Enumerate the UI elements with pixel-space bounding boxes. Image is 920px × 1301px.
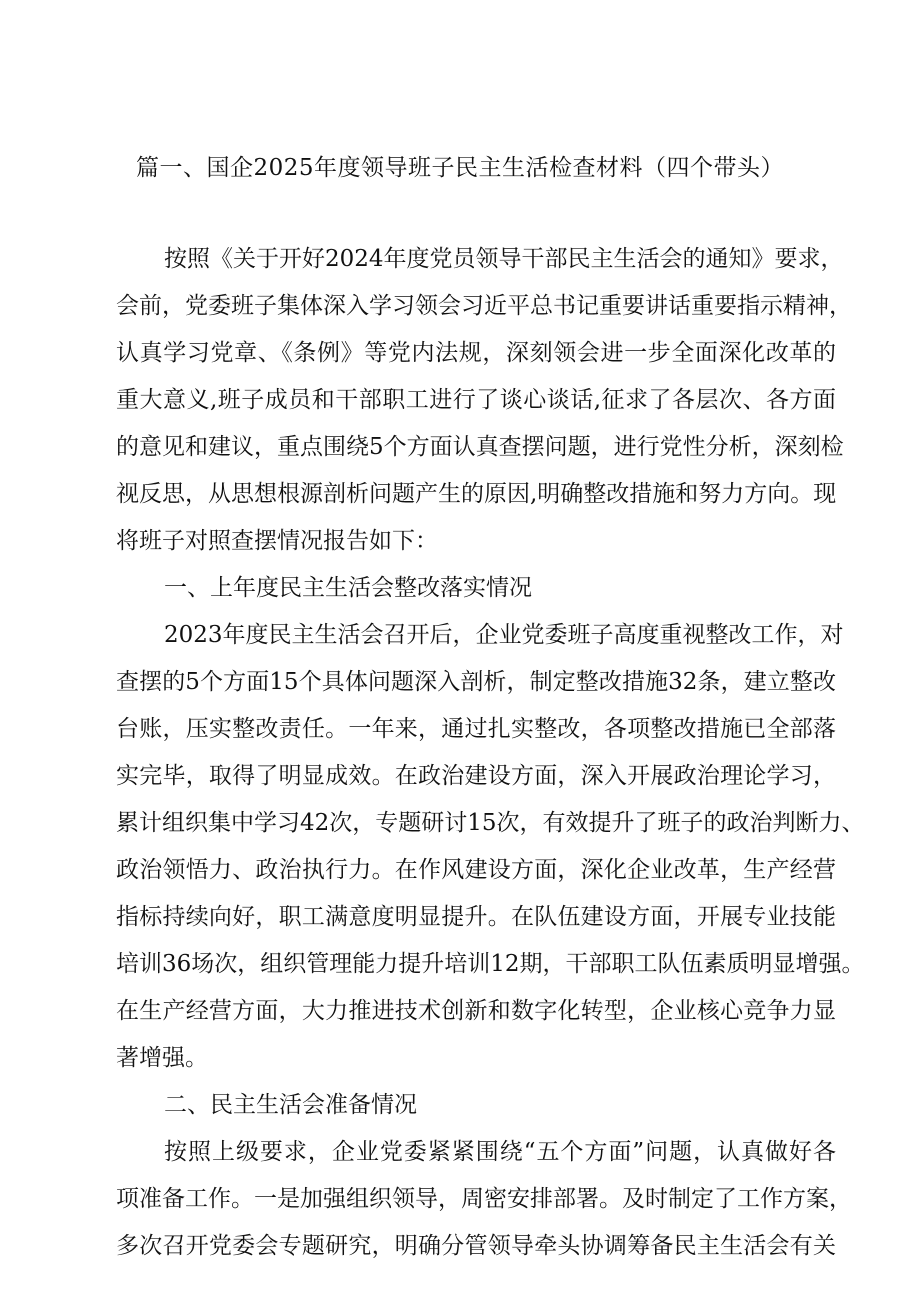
paragraph-line: 2023年度民主生活会召开后，企业党委班子高度重视整改工作，对: [164, 622, 844, 648]
paragraph-line: 认真学习党章、《条例》等党内法规，深刻领会进一步全面深化改革的: [116, 340, 836, 366]
paragraph-line: 会前，党委班子集体深入学习领会习近平总书记重要讲话重要指示精神，: [116, 293, 852, 319]
paragraph-line: 按照《关于开好2024年度党员领导干部民主生活会的通知》要求，: [164, 246, 844, 272]
section-heading: 一、上年度民主生活会整改落实情况: [164, 575, 532, 601]
paragraph-line: 指标持续向好，职工满意度明显提升。在队伍建设方面，开展专业技能: [116, 904, 836, 930]
paragraph-line: 将班子对照查摆情况报告如下：: [116, 528, 438, 554]
document-body: [116, 236, 865, 1270]
paragraph-line: 的意见和建议，重点围绕5个方面认真查摆问题，进行党性分析，深刻检: [116, 434, 844, 460]
paragraph-line: 多次召开党委会专题研究，明确分管领导牵头协调筹备民主生活会有关: [116, 1233, 836, 1259]
document-title: 篇一、国企2025年度领导班子民主生活检查材料（四个带头）: [135, 155, 785, 181]
paragraph-line: 台账，压实整改责任。一年来，通过扎实整改，各项整改措施已全部落: [116, 716, 836, 742]
section-heading: 二、民主生活会准备情况: [164, 1092, 417, 1118]
paragraph-line: 实完毕，取得了明显成效。在政治建设方面，深入开展政治理论学习，: [116, 763, 836, 789]
paragraph-line: 视反思，从思想根源剖析问题产生的原因,明确整改措施和努力方向。现: [116, 481, 837, 507]
paragraph-line: 培训36场次，组织管理能力提升培训12期，干部职工队伍素质明显增强。: [116, 951, 865, 977]
paragraph-line: 查摆的5个方面15个具体问题深入剖析，制定整改措施32条，建立整改: [116, 669, 836, 695]
paragraph-line: 项准备工作。一是加强组织领导，周密安排部署。及时制定了工作方案，: [116, 1186, 852, 1212]
paragraph-line: 著增强。: [116, 1045, 208, 1071]
paragraph-line: 政治领悟力、政治执行力。在作风建设方面，深化企业改革，生产经营: [116, 857, 836, 883]
paragraph-line: 累计组织集中学习42次，专题研讨15次，有效提升了班子的政治判断力、: [116, 810, 865, 836]
paragraph-line: 重大意义,班子成员和干部职工进行了谈心谈话,征求了各层次、各方面: [116, 387, 836, 413]
paragraph-line: 按照上级要求，企业党委紧紧围绕“五个方面”问题，认真做好各: [164, 1139, 836, 1165]
paragraph-line: 在生产经营方面，大力推进技术创新和数字化转型，企业核心竞争力显: [116, 998, 836, 1024]
